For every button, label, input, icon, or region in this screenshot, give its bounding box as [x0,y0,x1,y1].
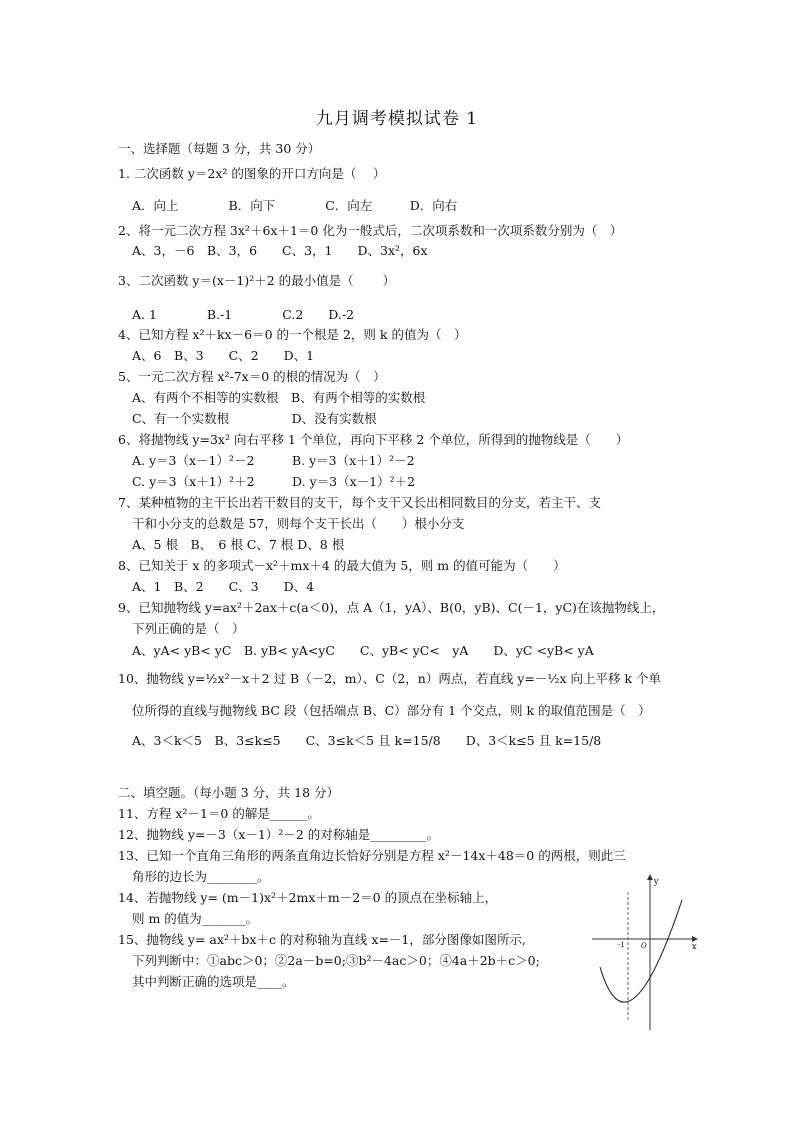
q11: 11、方程 x²－1＝0 的解是______。 [118,806,320,821]
q6-stem: 6、将抛物线 y=3x² 向右平移 1 个单位，再向下平移 2 个单位，所得到的抛物线是（ ） [118,432,629,447]
q12: 12、抛物线 y=－3（x－1）²－2 的对称轴是_________。 [118,827,440,842]
q2-stem: 2、将一元二次方程 3x²＋6x＋1＝0 化为一般式后，二次项系数和一次项系数分别为（ ） [118,223,623,238]
origin-label: O [641,942,647,950]
q2-options: A、3，－6 B、3，6 C、3，1 D、3x²，6x [132,243,428,258]
q9-stem-1: 9、已知抛物线 y=ax²＋2ax＋c(a＜0)，点 A（1，yA）、B(0，yB)、C(－1，yC)在该抛物线上， [118,600,665,615]
q5-options-cd: C、有一个实数根 D、没有实数根 [132,411,377,426]
q15-line-1: 15、抛物线 y= ax²＋bx＋c 的对称轴为直线 x=－1，部分图像如图所示, [118,932,526,947]
neg-one-label: -1 [618,941,625,949]
q15-line-2: 下列判断中：①abc＞0；②2a－b=0;③b²－4ac＞0；④4a＋2b＋c＞0; [132,953,540,968]
y-axis-label: y [654,877,659,886]
y-axis-arrow-icon [647,874,653,880]
section-2-heading: 二、填空题。（每小题 3 分，共 18 分） [118,785,340,800]
q1-options: A．向上 B．向下 C．向左 D．向右 [132,198,458,213]
q3-stem: 3、二次函数 y＝(x－1)²＋2 的最小值是（ ） [118,273,396,288]
q6-options-ab: A. y＝3（x－1）²－2 B. y＝3（x＋1）²－2 [132,453,415,468]
q14-line-1: 14、若抛物线 y= (m－1)x²＋2mx＋m－2＝0 的顶点在坐标轴上， [118,890,498,905]
q13-line-2: 角形的边长为________。 [132,869,270,884]
q1-stem: 1. 二次函数 y＝2x² 的图象的开口方向是（ ） [118,166,386,181]
q7-stem-2: 干和小分支的总数是 57，则每个支干长出（ ）根小分支 [132,516,465,531]
q8-options: A、1 B、2 C、3 D、4 [132,579,315,594]
q4-stem: 4、已知方程 x²＋kx－6＝0 的一个根是 2，则 k 的值为（ ） [118,327,467,342]
exam-title: 九月调考模拟试卷 1 [315,109,479,129]
q5-options-ab: A、有两个不相等的实数根 B、有两个相等的实数根 [132,390,426,405]
q7-stem-1: 7、某种植物的主干长出若干数目的支干，每个支干又长出相同数目的分支，若主干、支 [118,495,601,510]
q9-options: A、yA< yB< yC B. yB< yA<yC C、yB< yC< yA D、yC <yB< yA [132,643,594,658]
section-1-heading: 一、选择题（每题 3 分，共 30 分） [118,141,321,156]
q7-options: A、5 根 B、 6 根 C、7 根 D、8 根 [132,537,345,552]
q4-options: A、6 B、3 C、2 D、1 [132,348,315,363]
parabola-curve [600,900,682,1002]
q10-options: A、3＜k＜5 B、3≤k≤5 C、3≤k＜5 且 k=15/8 D、3＜k≤5 且 k=15/8 [132,733,602,748]
q3-options: A. 1 B.-1 C.2 D.-2 [132,307,355,322]
x-axis-label: x [692,942,697,951]
q9-stem-2: 下列正确的是（ ） [132,621,245,636]
q10-stem-2: 位所得的直线与抛物线 BC 段（包括端点 B、C）部分有 1 个交点，则 k 的取值范围是（ ） [132,703,651,718]
q10-stem-1: 10、抛物线 y=½x²－x＋2 过 B（－2，m）、C（2，n）两点，若直线 y=－½x 向上平移 k 个单 [118,671,662,686]
q15-line-3: 其中判断正确的选项是____。 [132,974,295,989]
q6-options-cd: C. y＝3（x＋1）²＋2 D. y＝3（x－1）²＋2 [132,474,416,489]
parabola-graph [590,872,700,1032]
q5-stem: 5、一元二次方程 x²-7x＝0 的根的情况为（ ） [118,369,386,384]
q8-stem: 8、已知关于 x 的多项式－x²＋mx＋4 的最大值为 5，则 m 的值可能为（ ） [118,558,566,573]
q13-line-1: 13、已知一个直角三角形的两条直角边长恰好分别是方程 x²－14x＋48＝0 的两根，则此三 [118,848,626,863]
q14-line-2: 则 m 的值为_______。 [132,911,259,926]
